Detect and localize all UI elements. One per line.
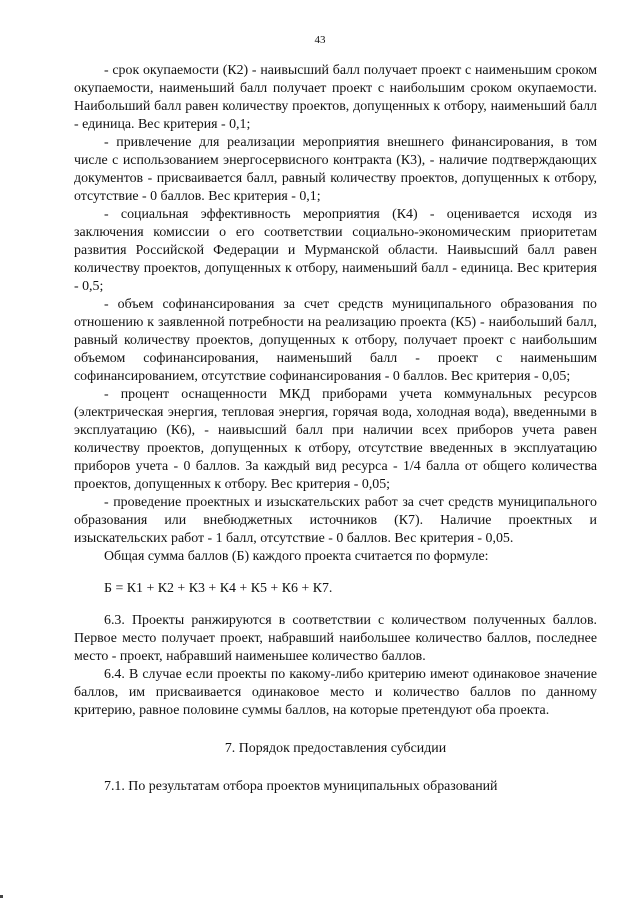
formula-intro-paragraph: Общая сумма баллов (Б) каждого проекта считается по формуле: bbox=[104, 549, 489, 564]
section-heading: 7. Порядок предоставления субсидии bbox=[224, 741, 447, 756]
criterion-k4-paragraph: - социальная эффективность мероприятия (К4) - оценивается исходя из заключения комиссии о его соответствии социально-экономическим приоритетам развития Российской Федерации и Мурманской области. Наивысший балл равен количеству проектов, допущенных к отбору, наименьший балл - единица. Вес критерия - 0,5; bbox=[74, 207, 597, 294]
clause-6-4-paragraph: 6.4. В случае если проекты по какому-либо критерию имеют одинаковое значение баллов, им присваивается одинаковое место и количество баллов по данному критерию, равное половине суммы баллов, на которые претендуют оба проекта. bbox=[74, 667, 597, 718]
clause-7-1-paragraph: 7.1. По результатам отбора проектов муниципальных образований bbox=[104, 779, 498, 794]
criterion-k2-paragraph: - срок окупаемости (К2) - наивысший балл получает проект с наименьшим сроком окупаемости, наименьший балл получает проект с наибольшим сроком окупаемости. Наибольший балл равен количеству проектов, допущенных к отбору, наименьший балл - единица. Вес критерия - 0,1; bbox=[74, 63, 597, 132]
criterion-k3-paragraph: - привлечение для реализации мероприятия внешнего финансирования, в том числе с использованием энергосервисного контракта (К3), - наличие подтверждающих документов - присваивается балл, равный количеству проектов, допущенных к отбору, отсутствие - 0 баллов. Вес критерия - 0,1; bbox=[74, 135, 597, 204]
scan-edge-mark bbox=[0, 895, 3, 898]
page-number: 43 bbox=[314, 34, 326, 46]
criterion-k7-paragraph: - проведение проектных и изыскательских работ за счет средств муниципального образования или внебюджетных источников (К7). Наличие проектных и изыскательских работ - 1 балл, отсутствие - 0 баллов. Вес критерия - 0,05. bbox=[74, 495, 597, 546]
criterion-k6-paragraph: - процент оснащенности МКД приборами учета коммунальных ресурсов (электрическая энергия, тепловая энергия, горячая вода, холодная вода), введенными в эксплуатацию (К6), - наивысший балл при наличии всех приборов учета равен количеству проектов, допущенных к отбору, отсутствие введенных в эксплуатацию приборов учета - 0 баллов. За каждый вид ресурса - 1/4 балла от общего количества проектов, допущенных к отбору. Вес критерия - 0,05; bbox=[74, 387, 597, 492]
clause-6-3-paragraph: 6.3. Проекты ранжируются в соответствии с количеством полученных баллов. Первое место получает проект, набравший наибольшее количество баллов, последнее место - проект, набравший наименьшее количество баллов. bbox=[74, 613, 597, 664]
score-formula: Б = К1 + К2 + К3 + К4 + К5 + К6 + К7. bbox=[104, 581, 333, 596]
criterion-k5-paragraph: - объем софинансирования за счет средств муниципального образования по отношению к заявленной потребности на реализацию проекта (К5) - наибольший балл, равный количеству проектов, допущенных к отбору, получает проект с наибольшим объемом софинансирования, наименьший балл - проект с наименьшим софинансированием, отсутствие софинансирования - 0 баллов. Вес критерия - 0,05; bbox=[74, 297, 597, 384]
document-body bbox=[74, 62, 597, 796]
